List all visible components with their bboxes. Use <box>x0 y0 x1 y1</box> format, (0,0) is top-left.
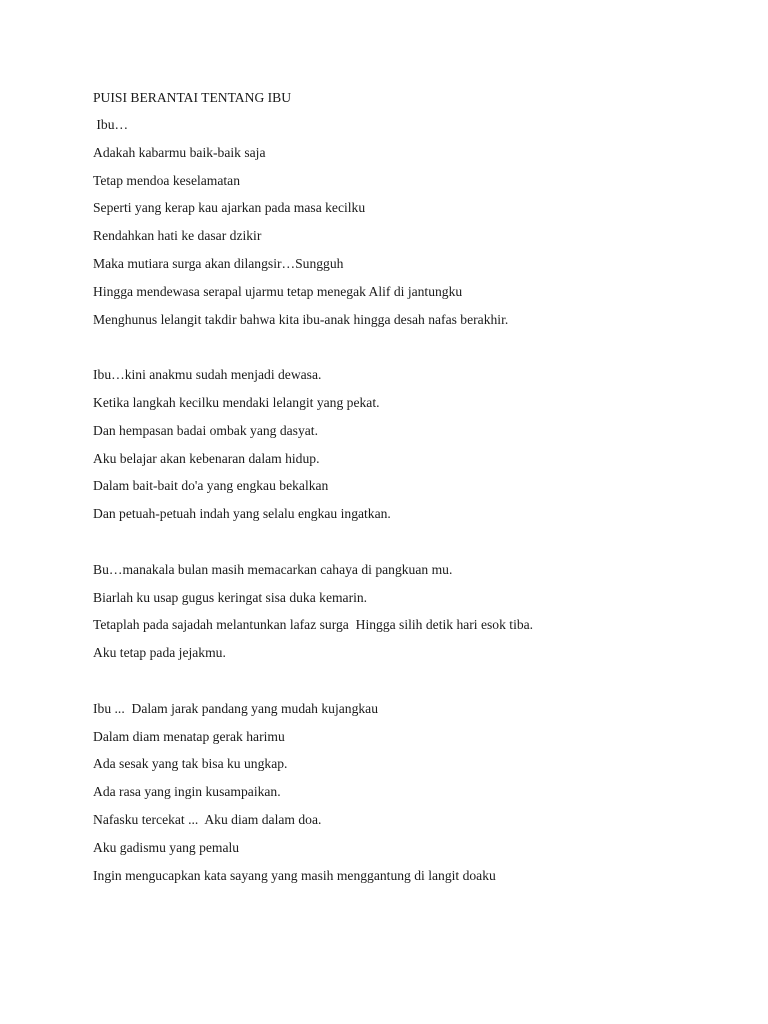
poem-line: Maka mutiara surga akan dilangsir…Sungguh <box>93 255 344 271</box>
poem-line: Aku gadismu yang pemalu <box>93 839 240 855</box>
poem-line: Seperti yang kerap kau ajarkan pada masa kecilku <box>93 200 366 216</box>
poem-line: Ada sesak yang tak bisa ku ungkap. <box>93 756 288 772</box>
poem-line: Tetap mendoa keselamatan <box>93 172 241 188</box>
poem-line: Adakah kabarmu baik-baik saja <box>93 144 266 160</box>
poem-line: Ibu…kini anakmu sudah menjadi dewasa. <box>93 367 322 383</box>
poem-line: Dalam bait-bait do'a yang engkau bekalkan <box>93 478 329 494</box>
poem-line: Aku tetap pada jejakmu. <box>93 645 226 661</box>
poem-line: Menghunus lelangit takdir bahwa kita ibu-anak hingga desah nafas berakhir. <box>93 311 509 327</box>
poem-line: Dalam diam menatap gerak harimu <box>93 728 285 744</box>
stanza-gap <box>93 528 733 556</box>
poem-line: Ingin mengucapkan kata sayang yang masih menggantung di langit doaku <box>93 867 496 883</box>
stanza-1 <box>93 111 733 333</box>
poem-line: Tetaplah pada sajadah melantunkan lafaz surga Hingga silih detik hari esok tiba. <box>93 617 534 633</box>
stanza-2 <box>93 361 733 528</box>
poem-line: Hingga mendewasa serapal ujarmu tetap menegak Alif di jantungku <box>93 283 463 299</box>
poem-line: Rendahkan hati ke dasar dzikir <box>93 228 262 244</box>
poem-line: Biarlah ku usap gugus keringat sisa duka kemarin. <box>93 589 368 605</box>
poem-line: Ibu… <box>93 117 129 132</box>
poem-line: Ketika langkah kecilku mendaki lelangit yang pekat. <box>93 394 380 410</box>
poem-title: PUISI BERANTAI TENTANG IBU <box>93 90 292 105</box>
poem-line: Bu…manakala bulan masih memacarkan cahaya di pangkuan mu. <box>93 561 453 577</box>
poem-line: Aku belajar akan kebenaran dalam hidup. <box>93 450 320 466</box>
stanza-gap <box>93 667 733 695</box>
poem-line: Ibu ... Dalam jarak pandang yang mudah kujangkau <box>93 700 379 716</box>
poem-line: Nafasku tercekat ... Aku diam dalam doa. <box>93 811 322 827</box>
poem-body <box>93 84 733 889</box>
poem-line: Dan petuah-petuah indah yang selalu engkau ingatkan. <box>93 506 391 522</box>
stanza-4 <box>93 695 733 890</box>
poem-line: Dan hempasan badai ombak yang dasyat. <box>93 422 318 438</box>
poem-line: Ada rasa yang ingin kusampaikan. <box>93 784 281 800</box>
stanza-gap <box>93 333 733 361</box>
stanza-3 <box>93 556 733 667</box>
